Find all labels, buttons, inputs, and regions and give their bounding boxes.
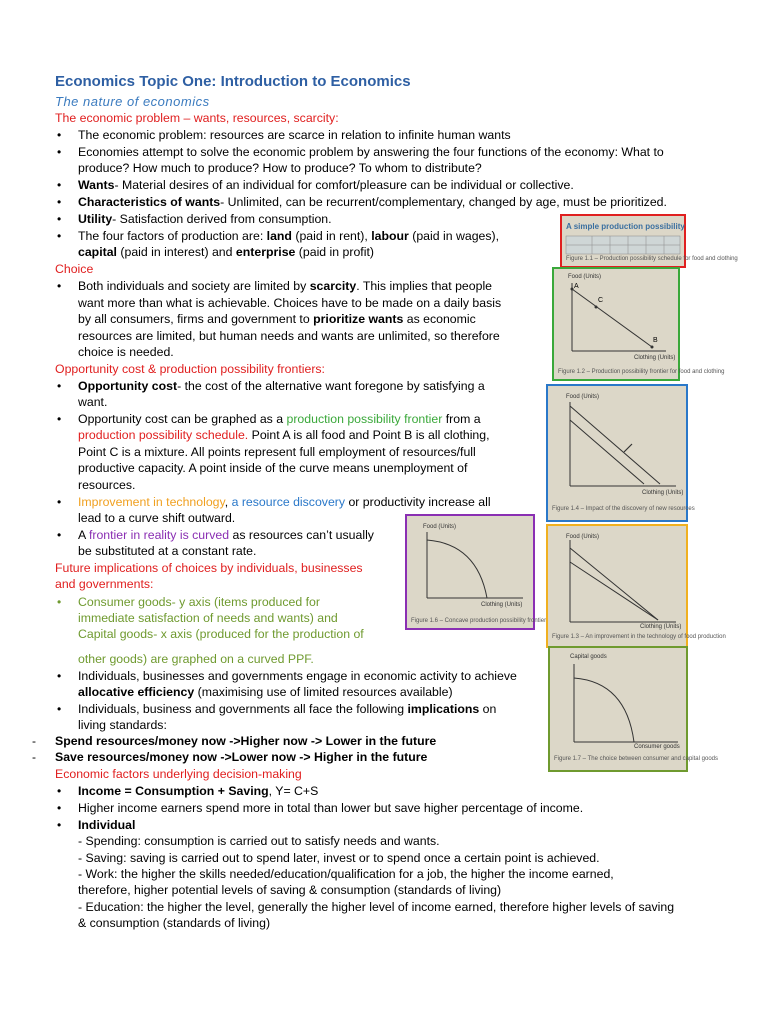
y-axis-label: Food (Units) — [423, 524, 457, 530]
list-item-continued — [78, 684, 453, 700]
page-title: Economics Topic One: Introduction to Economics — [55, 73, 411, 90]
term-prioritize-wants: prioritize wants — [313, 312, 404, 326]
term-scarcity: scarcity — [309, 279, 357, 293]
dash-item-spend: Spend resources/money now ->Higher now -> Lower in the future — [55, 734, 437, 748]
list-item — [78, 194, 667, 210]
text: Individuals, business and governments all face the following — [78, 702, 408, 716]
list-item — [78, 527, 374, 543]
point-a-label: A — [574, 283, 579, 290]
sub-item: - Education: the higher the level, generally the higher level of income earned, therefore higher levels of saving — [78, 900, 675, 914]
text: by all consumers, firms and government to — [78, 312, 314, 326]
dash: - — [32, 750, 36, 764]
term-enterprise: enterprise — [235, 245, 296, 259]
shift-graphic — [548, 386, 686, 520]
term-utility: Utility — [78, 212, 113, 226]
ppf-graphic — [554, 269, 678, 379]
definition: - Material desires of an individual for comfort/pleasure can be individual or collective. — [114, 178, 574, 192]
y-axis-label: Food (Units) — [566, 394, 600, 400]
x-axis-label: Consumer goods — [634, 744, 680, 750]
consumer-capital-graphic — [550, 648, 686, 770]
figure-pps-table — [560, 214, 738, 268]
term-technology: Improvement in technology — [78, 495, 225, 509]
bullet: • — [57, 595, 62, 609]
list-item-continued: want. — [78, 395, 108, 409]
section-heading-choice: Choice — [55, 262, 94, 276]
bullet: • — [57, 145, 62, 159]
figure-ppf-abc — [552, 267, 725, 381]
term-resource-discovery: a resource discovery — [231, 495, 346, 509]
figure-caption: Figure 1.7 – The choice between consumer and capital goods — [554, 756, 718, 762]
section-heading-opportunity-cost: Opportunity cost & production possibility frontiers: — [55, 362, 325, 376]
list-item-continued: productive capacity. A point inside of the curve means unemployment of — [78, 461, 468, 475]
text: , Y= C+S — [268, 784, 319, 798]
paragraph-line: choice is needed. — [78, 345, 174, 359]
y-axis-label: Food (Units) — [568, 274, 602, 280]
list-item — [78, 494, 491, 510]
figure-caption: Figure 1.4 – Impact of the discovery of new resources — [552, 506, 695, 512]
text: or productivity increase all — [345, 495, 491, 509]
list-item: Individuals, businesses and governments engage in economic activity to achieve — [78, 669, 517, 683]
text: . This implies that people — [356, 279, 493, 293]
term-land: land — [266, 229, 292, 243]
x-axis-label: Clothing (Units) — [481, 602, 523, 608]
bullet: • — [57, 195, 62, 209]
bullet: • — [57, 279, 62, 293]
text: (paid in interest) and — [116, 245, 236, 259]
figure-caption: Figure 1.6 – Concave production possibility frontier — [411, 618, 547, 624]
bullet: • — [57, 528, 62, 542]
term-wants: Wants — [78, 178, 115, 192]
figure-caption: Figure 1.3 – An improvement in the technology of food production — [552, 634, 726, 640]
section-heading-future-implications-cont: and governments: — [55, 577, 154, 591]
dash-item-save: Save resources/money now ->Lower now -> Higher in the future — [55, 750, 428, 764]
text: on — [479, 702, 497, 716]
term-ppf: production possibility frontier — [286, 412, 443, 426]
list-item: The economic problem: resources are scarce in relation to infinite human wants — [78, 128, 511, 142]
list-item — [78, 411, 481, 427]
bullet: • — [57, 818, 62, 832]
list-item: Economies attempt to solve the economic problem by answering the four functions of the economy: What to — [78, 145, 664, 159]
term-implications: implications — [407, 702, 480, 716]
term-allocative-efficiency: allocative efficiency — [78, 685, 195, 699]
list-item-continued: immediate satisfaction of needs and wants) and — [78, 611, 338, 625]
paragraph-line — [78, 278, 492, 294]
bullet: • — [57, 379, 62, 393]
concave-graphic — [407, 516, 533, 628]
bullet: • — [57, 128, 62, 142]
text: - the cost of the alternative want foregone by satisfying a — [177, 379, 485, 393]
term-income-equation: Income = Consumption + Saving — [78, 784, 269, 798]
definition: - Unlimited, can be recurrent/complementary, changed by age, must be prioritized. — [220, 195, 667, 209]
bullet: • — [57, 178, 62, 192]
list-item-continued: produce? How much to produce? How to produce? To whom to distribute? — [78, 161, 482, 175]
list-item: Higher income earners spend more in total than lower but save higher percentage of income. — [78, 801, 584, 815]
x-axis-label: Clothing (Units) — [642, 490, 684, 496]
list-item: Consumer goods- y axis (items produced for — [78, 595, 320, 609]
y-axis-label: Capital goods — [570, 654, 607, 660]
text: , — [224, 495, 232, 509]
text: The four factors of production are: — [78, 229, 267, 243]
term-characteristics: Characteristics of wants — [78, 195, 221, 209]
sub-item: - Spending: consumption is carried out to satisfy needs and wants. — [78, 834, 440, 848]
schedule-table-graphic — [562, 232, 684, 272]
term-curved-frontier: frontier in reality is curved — [88, 528, 230, 542]
bullet: • — [57, 702, 62, 716]
page-subtitle: The nature of economics — [55, 94, 210, 109]
text: Opportunity cost can be graphed as a — [78, 412, 287, 426]
list-item-continued: Point C is a mixture. All points represent full employment of resources/full — [78, 445, 476, 459]
list-item — [78, 228, 499, 244]
paragraph-line: resources are limited, but human needs and wants are unlimited, so therefore — [78, 329, 500, 343]
dash: - — [32, 734, 36, 748]
section-heading-economic-problem: The economic problem – wants, resources, scarcity: — [55, 111, 339, 125]
bullet: • — [57, 212, 62, 226]
section-heading-future-implications: Future implications of choices by individuals, businesses — [55, 561, 363, 575]
text: (paid in wages), — [408, 229, 500, 243]
definition: - Satisfaction derived from consumption. — [112, 212, 332, 226]
term-opportunity-cost: Opportunity cost — [78, 379, 178, 393]
text: Both individuals and society are limited by — [78, 279, 310, 293]
text: as economic — [403, 312, 476, 326]
point-b-label: B — [653, 337, 658, 344]
list-item-continued: resources. — [78, 478, 136, 492]
term-labour: labour — [371, 229, 409, 243]
sub-item: - Work: the higher the skills needed/education/qualification for a job, the higher the income earned, — [78, 867, 614, 881]
list-item-individual: Individual — [78, 818, 136, 832]
list-item-continued: living standards: — [78, 718, 167, 732]
bullet: • — [57, 801, 62, 815]
list-item-continued: be substituted at a constant rate. — [78, 544, 257, 558]
figure-caption: Figure 1.2 – Production possibility frontier for food and clothing — [558, 369, 725, 375]
sub-item: therefore, higher potential levels of saving & consumption (standards of living) — [78, 883, 502, 897]
bullet: • — [57, 784, 62, 798]
figure-caption: Figure 1.1 – Production possibility schedule for food and clothing — [566, 256, 738, 262]
list-item-continued: Capital goods- x axis (produced for the production of — [78, 627, 364, 641]
text: Point A is all food and Point B is all clothing, — [248, 428, 490, 442]
bullet: • — [57, 412, 62, 426]
text: A — [78, 528, 89, 542]
bullet: • — [57, 495, 62, 509]
list-item-continued — [78, 427, 490, 443]
list-item-continued: other goods) are graphed on a curved PPF. — [78, 652, 314, 666]
x-axis-label: Clothing (Units) — [634, 355, 676, 361]
list-item-continued: lead to a curve shift outward. — [78, 511, 236, 525]
list-item — [78, 378, 485, 394]
paragraph-line — [78, 311, 476, 327]
text: from a — [442, 412, 481, 426]
text: (paid in profit) — [295, 245, 374, 259]
x-axis-label: Clothing (Units) — [640, 624, 682, 630]
list-item-continued — [78, 244, 374, 260]
figure-technology — [546, 524, 726, 648]
text: (paid in rent), — [291, 229, 372, 243]
list-item — [78, 701, 496, 717]
term-capital: capital — [78, 245, 117, 259]
y-axis-label: Food (Units) — [566, 534, 600, 540]
bullet: • — [57, 669, 62, 683]
sub-item: - Saving: saving is carried out to spend later, invest or to spend once a certain point is achieved. — [78, 851, 600, 865]
bullet: • — [57, 229, 62, 243]
figure-consumer-capital — [548, 646, 718, 772]
point-c-label: C — [598, 297, 604, 304]
list-item — [78, 783, 318, 799]
text: as resources can’t usually — [229, 528, 374, 542]
term-pps: production possibility schedule. — [78, 428, 249, 442]
paragraph-line: want more than what is achievable. Choices have to be made on a daily basis — [78, 296, 502, 310]
figure-concave-ppf — [405, 514, 547, 630]
text: (maximising use of limited resources available) — [194, 685, 453, 699]
figure-resource-discovery — [546, 384, 695, 522]
figure-title: A simple production possibility — [566, 222, 685, 231]
list-item — [78, 211, 332, 227]
sub-item: & consumption (standards of living) — [78, 916, 271, 930]
section-heading-decision-making: Economic factors underlying decision-making — [55, 767, 302, 781]
list-item — [78, 177, 574, 193]
